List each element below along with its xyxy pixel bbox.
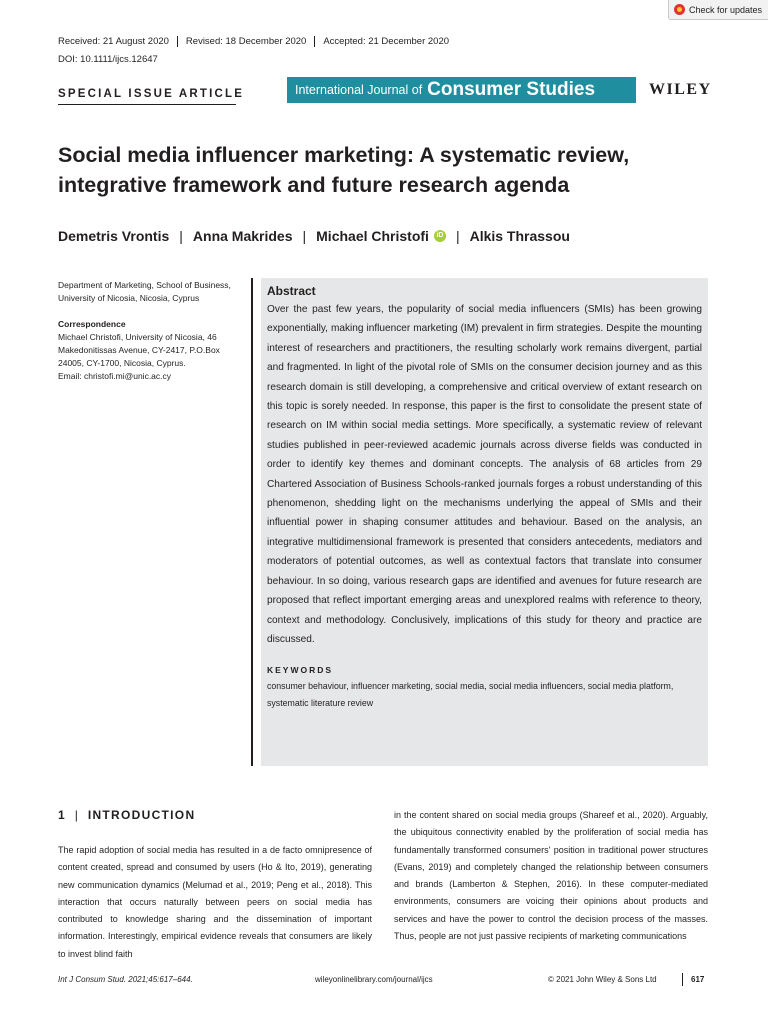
author-separator: | <box>179 228 183 244</box>
abstract-text: Over the past few years, the popularity of social media influencers (SMIs) has been growing exponentially, making influencer marketing (IM) prevalent in firm strategies. Despite the mounting interest of researchers and practitioners, the resulting scholarly work remains divergent, partial and fragmented. In light of the pivotal role of SMIs on the consumer decision journey and as this research domain is still developing, a comprehensive and critical overview of extant research on this topic is sorely needed. In response, this paper is the first to consolidate the present state of research on IM within social media settings. More specifically, a systematic review of relevant studies published in peer-reviewed academic journals across diverse fields was conducted in order to identify key themes and dominant concepts. The analysis of 68 articles from 29 Chartered Association of Business Schools-ranked journals forges a robust understanding of this phenomenon, shedding light on the mechanisms underlying the appeal of SMIs and their influential power in shaping consumer attitudes and behaviour. Based on the analysis, an integrative multidimensional framework is presented that considers antecedents, mediators and moderators of potential outcomes, as well as contextual factors that translate into consumer behaviour. In so doing, various research gaps are identified and avenues for future research are proposed that reflect important emerging areas and unexplored realms with reference to theory, context and methodology. Conclusively, implications of this study for theory and practice are discussed. <box>267 304 702 645</box>
abstract-box <box>261 278 708 766</box>
article-dates <box>58 36 457 47</box>
affiliation: Department of Marketing, School of Business, University of Nicosia, Nicosia, Cyprus <box>58 280 231 303</box>
section-heading-introduction <box>58 808 195 822</box>
doi[interactable]: DOI: 10.1111/ijcs.12647 <box>58 54 158 65</box>
author-separator: | <box>302 228 307 244</box>
keywords-list: consumer behaviour, influencer marketing, social media, social media influencers, social media platform, systematic literature review <box>267 681 674 709</box>
footer-citation: Int J Consum Stud. 2021;45:617–644. <box>58 975 193 984</box>
author-name[interactable]: Demetris Vrontis <box>58 228 170 244</box>
footer-copyright: © 2021 John Wiley & Sons Ltd <box>548 975 657 984</box>
affiliation-block <box>58 279 248 383</box>
section-separator: | <box>74 808 79 822</box>
received-date: Received: 21 August 2020 <box>58 36 169 47</box>
abstract-heading: Abstract <box>267 284 316 298</box>
keywords-heading: KEYWORDS <box>267 665 334 676</box>
body-column-right <box>394 807 708 945</box>
orcid-icon[interactable]: iD <box>434 230 446 242</box>
revised-date: Revised: 18 December 2020 <box>177 36 314 47</box>
footer-url[interactable]: wileyonlinelibrary.com/journal/ijcs <box>315 975 433 984</box>
footer-divider <box>682 973 683 986</box>
publisher-logo: WILEY <box>649 81 712 98</box>
journal-name: Consumer Studies <box>427 79 596 100</box>
author-name[interactable]: Alkis Thrassou <box>469 228 570 244</box>
section-number: 1 <box>58 808 66 822</box>
title-line-2: integrative framework and future research agenda <box>58 173 570 197</box>
section-title: INTRODUCTION <box>87 808 196 822</box>
correspondence-heading: Correspondence <box>58 319 126 329</box>
crossmark-icon <box>674 4 685 15</box>
body-column-left <box>58 842 372 963</box>
journal-prefix: International Journal of <box>295 83 423 97</box>
correspondence-email[interactable]: Email: christofi.mi@unic.ac.cy <box>58 371 172 381</box>
article-title <box>58 140 708 200</box>
accepted-date: Accepted: 21 December 2020 <box>314 36 457 47</box>
correspondence-address: Michael Christofi, University of Nicosia, 46 Makedonitissas Avenue, CY-2417, P.O.Box 24005, CY-1700, Nicosia, Cyprus. <box>58 332 220 368</box>
author-list <box>58 228 570 244</box>
check-for-updates-button[interactable] <box>668 0 768 20</box>
section-underline <box>58 104 236 105</box>
author-name[interactable]: Anna Makrides <box>192 228 293 244</box>
check-for-updates-label: Check for updates <box>689 4 763 15</box>
title-line-1: Social media influencer marketing: A systematic review, <box>58 143 630 167</box>
body-paragraph: in the content shared on social media groups (Shareef et al., 2020). Arguably, the ubiquitous connectivity enabled by the proliferation of social media has fundamentally transformed consumers' position in traditional power structures (Evans, 2019) and completely changed the relationship between consumers and brands (Lamberton & Stephen, 2016). In these computer-mediated environments, consumers are voicing their opinions about products and services and have the power to control the decision process of the masses. Thus, people are not just passive recipients of marketing communications <box>394 810 708 942</box>
author-separator: | <box>455 228 460 244</box>
abstract-divider <box>251 278 253 766</box>
page-number: 617 <box>691 975 705 984</box>
section-label: SPECIAL ISSUE ARTICLE <box>58 88 245 100</box>
author-name[interactable]: Michael Christofi <box>316 228 429 244</box>
journal-banner <box>287 77 636 103</box>
body-paragraph: The rapid adoption of social media has resulted in a de facto omnipresence of content created, spread and consumed by users (Ho & Ito, 2019), generating new communication dynamics (Melumad et al., 2019; Peng et al., 2018). This interaction that occurs naturally between peers on social media has contributed to knowledge sharing and the dissemination of important information. Interestingly, empirical evidence reveals that consumers are likely to invest blind faith <box>58 845 372 959</box>
